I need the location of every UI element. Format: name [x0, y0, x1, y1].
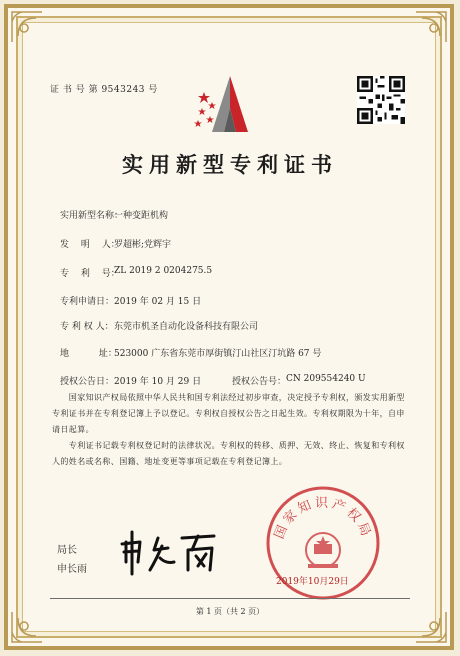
field-value: 一种变距机构 — [114, 211, 169, 221]
grant-date-row — [60, 374, 202, 387]
legal-status-statement: 专利证书记载专利权登记时的法律状况。专利权的转移、质押、无效、终止、恢复和专利权人的姓名或名称、国籍、地址变更等事项记载在专利登记簿上。 — [52, 441, 405, 466]
qr-code-icon — [357, 76, 405, 124]
field-value: ZL 2019 2 0204275.5 — [114, 266, 213, 276]
director-title: 局长 — [57, 545, 77, 556]
divider — [50, 598, 410, 599]
field-patent-number — [60, 266, 213, 279]
director-name: 申长雨 — [57, 564, 87, 575]
field-value: 东莞市机圣自动化设备科技有限公司 — [114, 322, 259, 332]
grant-date-value: 2019 年 10 月 29 日 — [114, 377, 202, 387]
field-label: 专 利 号： — [60, 269, 120, 279]
field-value: 罗超彬;党辉宇 — [114, 240, 172, 250]
seal-date: 2019年10月29日 — [276, 577, 349, 587]
grant-date-label: 授权公告日： — [60, 377, 115, 387]
svg-text:国家知识产权局: 国家知识产权局 — [271, 496, 375, 542]
field-label: 专 利 权 人： — [60, 322, 114, 332]
certificate-title: 实用新型专利证书 — [122, 152, 338, 177]
field-label: 专利申请日： — [60, 297, 115, 307]
field-value: 2019 年 02 月 15 日 — [114, 297, 202, 307]
corner-ornament — [414, 10, 448, 44]
grant-number-label: 授权公告号： — [232, 377, 287, 387]
patent-office-logo-icon — [190, 72, 270, 138]
field-address — [60, 346, 322, 359]
field-value: 523000 广东省东莞市厚街镇汀山社区汀坑路 67 号 — [114, 349, 322, 359]
certificate-number: 证 书 号 第 9543243 号 — [50, 85, 158, 95]
page-number: 第 1 页（共 2 页） — [195, 607, 265, 616]
grant-number-value: CN 209554240 U — [286, 374, 366, 384]
field-application-date — [60, 294, 202, 307]
grant-statement: 国家知识产权局依照中华人民共和国专利法经过初步审查，决定授予专利权，颁发实用新型专利证书并在专利登记簿上予以登记。专利权自授权公告之日起生效。专利权期限为十年，自申请日起算。 — [52, 393, 405, 434]
corner-ornament — [10, 10, 44, 44]
field-inventor — [60, 237, 172, 250]
field-utility-model-name — [60, 208, 169, 221]
field-label: 地 址： — [60, 349, 117, 359]
field-patentee — [60, 319, 259, 332]
director-signature — [118, 528, 228, 578]
field-label: 发 明 人： — [60, 240, 120, 250]
grant-number-row — [232, 374, 366, 387]
field-label: 实用新型名称： — [60, 211, 124, 221]
